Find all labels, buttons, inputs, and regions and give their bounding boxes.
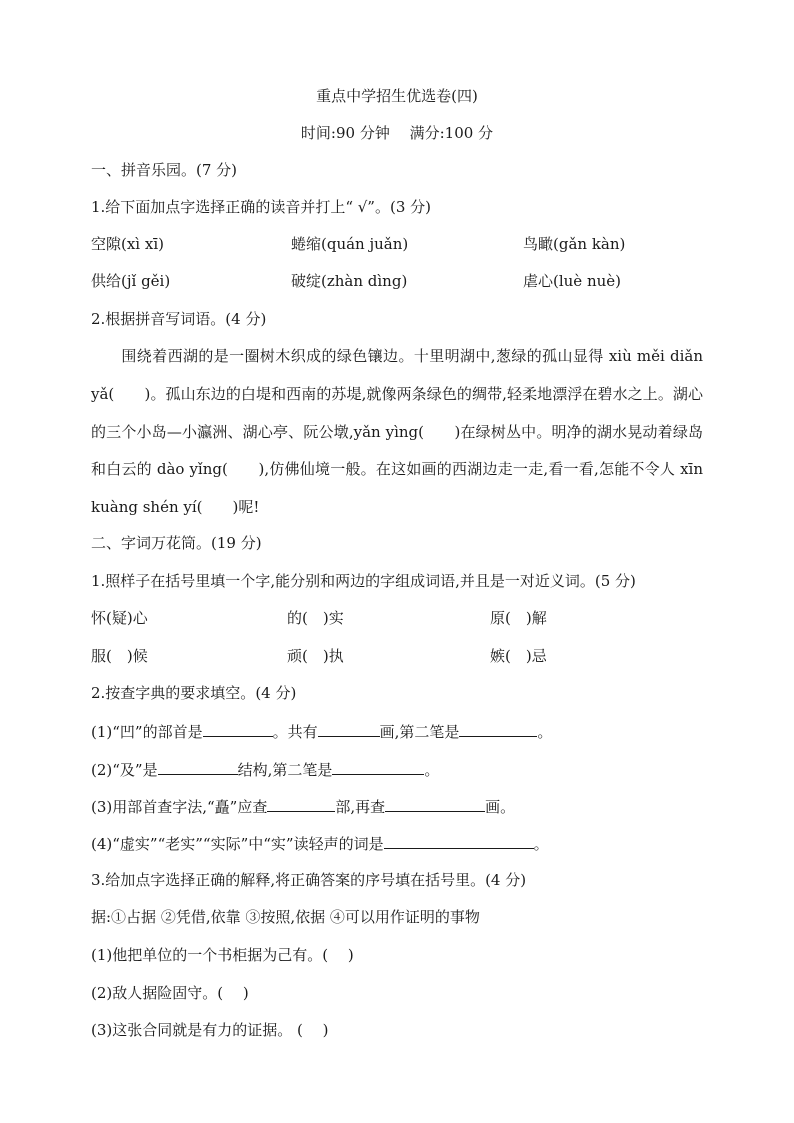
line-text: 。	[424, 761, 440, 779]
question-1-1-stem: 1.给下面加点字选择正确的读音并打上“ √”。(3 分)	[91, 198, 431, 216]
line-text: (2)“及”是	[91, 761, 158, 779]
answer-blank[interactable]	[203, 721, 273, 737]
pinyin-option: 鸟瞰(gǎn kàn)	[523, 235, 626, 253]
pinyin-option: 蜷缩(quán juǎn)	[291, 235, 409, 253]
question-2-2-stem: 2.按查字典的要求填空。(4 分)	[91, 684, 297, 702]
line-text: (3)用部首查字法,“矗”应查	[91, 798, 268, 816]
line-text: 。	[537, 723, 553, 741]
synonym-item: 服( )候	[91, 647, 148, 665]
synonym-item: 的( )实	[287, 609, 344, 627]
question-2-3-stem: 3.给加点字选择正确的解释,将正确答案的序号填在括号里。(4 分)	[91, 871, 527, 889]
synonym-item: 怀(疑)心	[91, 609, 148, 627]
pinyin-option: 空隙(xì xī)	[91, 235, 164, 253]
section-1-heading: 一、拼音乐园。(7 分)	[91, 161, 238, 179]
synonym-item: 原( )解	[490, 609, 547, 627]
dictionary-line-4	[91, 833, 549, 854]
question-1-2-stem: 2.根据拼音写词语。(4 分)	[91, 310, 267, 328]
line-text: 画,第二笔是	[379, 723, 460, 741]
dictionary-line-2	[91, 759, 439, 780]
section-2-heading: 二、字词万花筒。(19 分)	[91, 534, 262, 552]
pinyin-option: 供给(jǐ gěi)	[91, 272, 171, 290]
line-text: (4)“虚实”“老实”“实际”中“实”读轻声的词是	[91, 835, 384, 853]
line-text: 。	[533, 835, 549, 853]
line-text: 部,再查	[335, 798, 386, 816]
synonym-item: 嫉( )忌	[490, 647, 547, 665]
sentence-item: (2)敌人据险固守。( )	[91, 984, 249, 1002]
answer-blank[interactable]	[384, 833, 534, 849]
exam-meta: 时间:90 分钟 满分:100 分	[300, 124, 494, 142]
sentence-item: (3)这张合同就是有力的证据。 ( )	[91, 1021, 329, 1039]
question-2-1-stem: 1.照样子在括号里填一个字,能分别和两边的字组成词语,并且是一对近义词。(5 分)	[91, 572, 636, 590]
answer-blank[interactable]	[385, 796, 485, 812]
answer-blank[interactable]	[318, 721, 380, 737]
pinyin-option: 虐心(luè nuè)	[523, 272, 622, 290]
synonym-item: 顽( )执	[287, 647, 344, 665]
line-text: (1)“凹”的部首是	[91, 723, 203, 741]
pinyin-option: 破绽(zhàn dìng)	[291, 272, 408, 290]
line-text: 画。	[485, 798, 516, 816]
answer-blank[interactable]	[158, 759, 238, 775]
passage-text: 围绕着西湖的是一圈树木织成的绿色镶边。十里明湖中,葱绿的孤山显得 xiù měi diǎn yǎ( )。孤山东边的白堤和西南的苏堤,就像两条绿色的绸带,轻柔地漂浮在碧水之上。湖心的三个小岛—小瀛洲、湖心亭、阮公墩,yǎn yìng( )在绿树丛中。明净的湖水晃动着绿岛和白云的 dào yǐng( ),仿佛仙境一般。在这如画的西湖边走一走,看一看,怎能不令人 xīn kuàng shén yí( )呢!	[91, 347, 703, 517]
definition-list: 据:①占据 ②凭借,依靠 ③按照,依据 ④可以用作证明的事物	[91, 908, 480, 926]
dictionary-line-1	[91, 721, 552, 742]
line-text: 结构,第二笔是	[237, 761, 333, 779]
answer-blank[interactable]	[459, 721, 537, 737]
sentence-item: (1)他把单位的一个书柜据为己有。( )	[91, 946, 354, 964]
answer-blank[interactable]	[267, 796, 335, 812]
dictionary-line-3	[91, 796, 515, 817]
line-text: 。共有	[272, 723, 318, 741]
answer-blank[interactable]	[332, 759, 424, 775]
exam-title: 重点中学招生优选卷(四)	[316, 87, 478, 105]
passage	[91, 338, 703, 527]
